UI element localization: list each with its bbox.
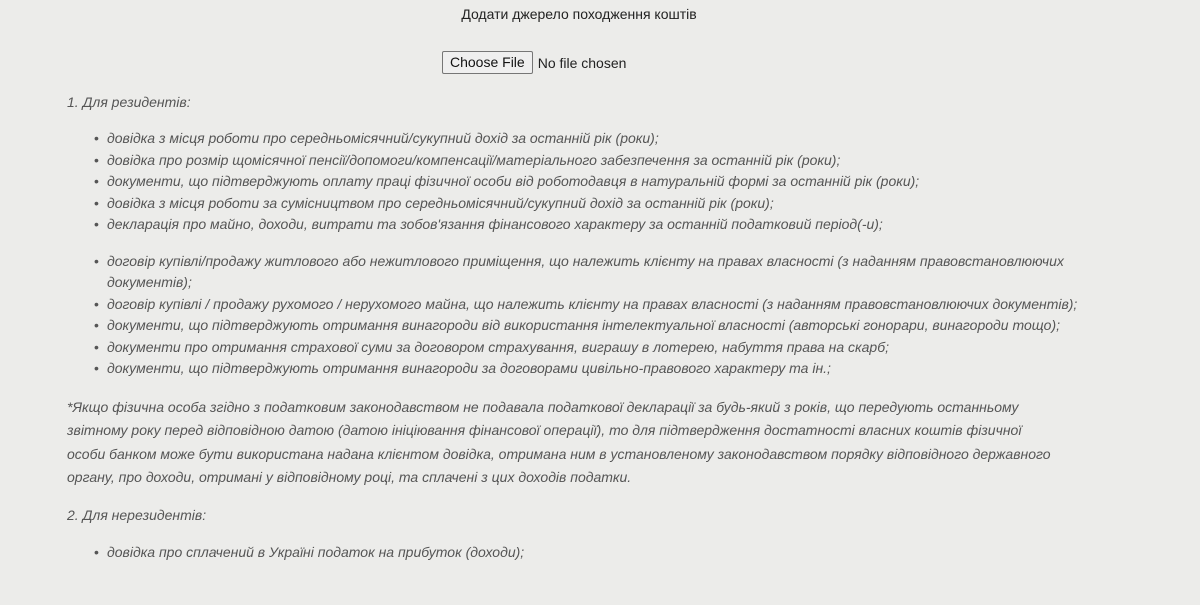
- list-item: • довідка про розмір щомісячної пенсії/допомоги/компенсації/матеріального забезпечення за останній рік (роки);: [107, 150, 1087, 172]
- list-item: • довідка про сплачений в Україні податок на прибуток (доходи);: [107, 542, 1087, 564]
- tax-declaration-note: *Якщо фізична особа згідно з податковим законодавством не подавала податкової декларації за будь-який з років, що передують останньому звітному року перед відповідною датою (датою ініціювання фінансової операції), то для підтвердження достатності власних коштів фізичної особи банком може бути використана надана клієнтом довідка, отримана ним в установленому законодавством порядку відповідного державного органу, про доходи, отримані у відповідному році, та сплачені з цих доходів податки.: [67, 398, 1051, 485]
- list-item: • договір купівлі / продажу рухомого / нерухомого майна, що належить клієнту на правах власності (з наданням правовстановлюючих документів);: [107, 294, 1087, 316]
- residents-property-list: [67, 251, 1087, 380]
- page-title: Додати джерело походження коштів: [461, 6, 697, 22]
- list-item: • довідка з місця роботи про середньомісячний/сукупний дохід за останній рік (роки);: [107, 128, 1087, 150]
- nonresidents-list: [67, 542, 1087, 564]
- list-item: • документи, що підтверджують оплату праці фізичної особи від роботодавця в натуральній формі за останній рік (роки);: [107, 171, 1087, 193]
- choose-file-button[interactable]: Choose File: [442, 51, 533, 74]
- nonresidents-heading: 2. Для нерезидентів:: [67, 506, 207, 523]
- requirements-content: [67, 93, 1087, 563]
- list-item: • документи, що підтверджують отримання винагороди від використання інтелектуальної власності (авторські гонорари, винагороди тощо);: [107, 315, 1087, 337]
- file-upload: [442, 51, 626, 74]
- list-item: • довідка з місця роботи за сумісництвом про середньомісячний/сукупний дохід за останній рік (роки);: [107, 193, 1087, 215]
- list-item: • договір купівлі/продажу житлового або нежитлового приміщення, що належить клієнту на правах власності (з наданням правовстановлюючих документів);: [107, 251, 1087, 294]
- list-item: • декларація про майно, доходи, витрати та зобов'язання фінансового характеру за останній податковий період(-и);: [107, 214, 1087, 236]
- list-item: • документи, що підтверджують отримання винагороди за договорами цивільно-правового характеру та ін.;: [107, 358, 1087, 380]
- residents-income-list: [67, 128, 1087, 236]
- file-status-text: No file chosen: [537, 54, 627, 71]
- residents-heading: 1. Для резидентів:: [67, 94, 191, 110]
- list-item: • документи про отримання страхової суми за договором страхування, виграшу в лотерею, набуття права на скарб;: [107, 337, 1087, 359]
